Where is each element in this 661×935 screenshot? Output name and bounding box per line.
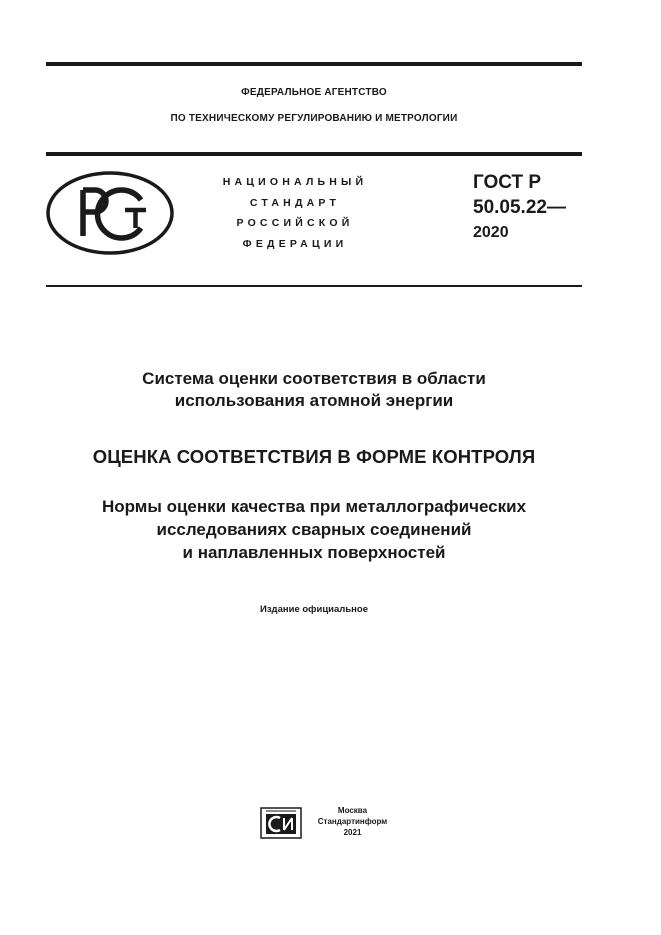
system-title-line-1: Система оценки соответствия в области xyxy=(142,369,486,388)
designation-year: 2020 xyxy=(473,224,509,241)
standard-type-line-2: СТАНДАРТ xyxy=(249,196,341,209)
subtitle-line-1: Нормы оценки качества при металлографических xyxy=(101,497,527,516)
top-rule xyxy=(46,62,582,66)
bottom-rule xyxy=(46,285,582,287)
middle-rule xyxy=(46,152,582,156)
standard-type-line-4: ФЕДЕРАЦИИ xyxy=(242,237,348,250)
subtitle-line-3: и наплавленных поверхностей xyxy=(182,543,446,562)
publisher-name: Стандартинформ xyxy=(317,817,388,826)
standard-type-line-3: РОССИЙСКОЙ xyxy=(236,217,354,229)
system-title xyxy=(46,368,582,412)
system-title-line-2: использования атомной энергии xyxy=(174,391,454,410)
edition-label: Издание официальное xyxy=(260,604,368,615)
subtitle-line-2: исследованиях сварных соединений xyxy=(156,520,472,539)
designation-line-1: ГОСТ Р xyxy=(473,172,542,193)
rst-certification-mark-icon xyxy=(45,170,175,255)
publisher-year: 2021 xyxy=(343,828,362,837)
main-title: ОЦЕНКА СООТВЕТСТВИЯ В ФОРМЕ КОНТРОЛЯ xyxy=(92,446,536,467)
agency-line-2: ПО ТЕХНИЧЕСКОМУ РЕГУЛИРОВАНИЮ И МЕТРОЛОГИИ xyxy=(170,113,458,124)
agency-line-1: ФЕДЕРАЛЬНОЕ АГЕНТСТВО xyxy=(241,87,387,98)
publisher-imprint xyxy=(305,805,400,838)
subtitle xyxy=(46,495,582,564)
publisher-city: Москва xyxy=(337,806,368,815)
designation-line-2: 50.05.22— xyxy=(473,197,566,218)
standard-designation xyxy=(473,170,566,245)
standartinform-logo-icon xyxy=(260,807,302,839)
standard-type xyxy=(195,172,395,254)
standard-type-line-1: НАЦИОНАЛЬНЫЙ xyxy=(222,176,368,188)
